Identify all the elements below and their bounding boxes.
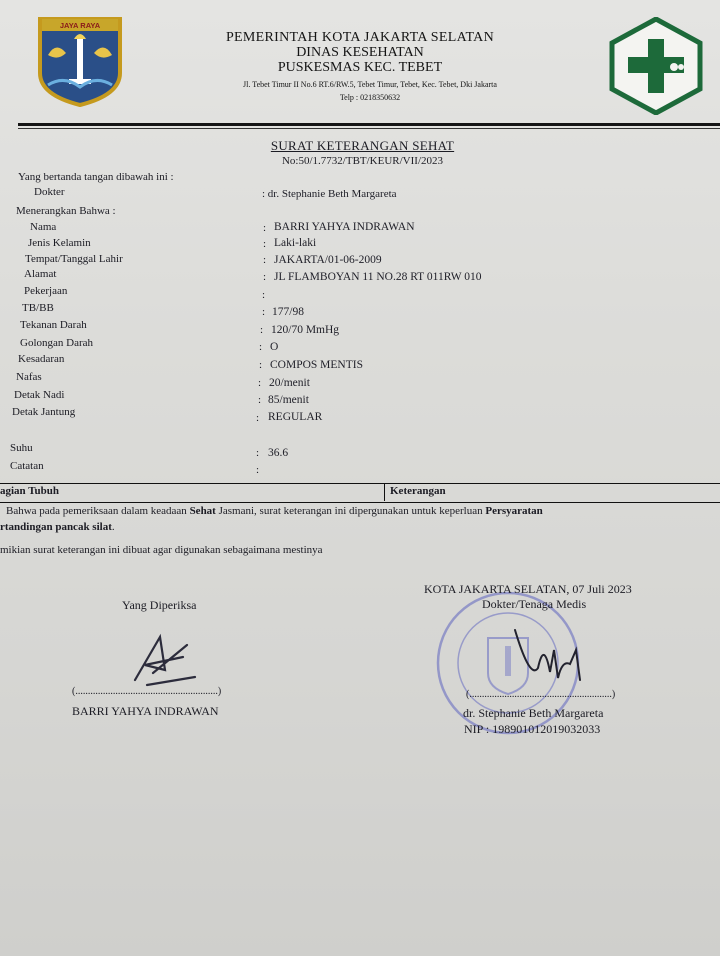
field-label-tekanan-darah: Tekanan Darah <box>20 319 87 331</box>
place-date: KOTA JAKARTA SELATAN, 07 Juli 2023 <box>424 582 632 596</box>
field-value-nafas: 20/menit <box>269 377 310 389</box>
table-col-keterangan-cell <box>384 483 720 501</box>
field-value-nama: BARRI YAHYA INDRAWAN <box>274 221 415 233</box>
body-parts-table-header <box>0 483 720 503</box>
field-colon: : <box>258 394 262 406</box>
field-colon: : <box>263 254 267 266</box>
document-title: SURAT KETERANGAN SEHAT <box>270 138 455 153</box>
emblem-text: JAYA RAYA <box>59 21 101 30</box>
field-value-suhu: 36.6 <box>268 447 289 459</box>
field-label-suhu: Suhu <box>10 442 33 454</box>
field-colon: : <box>262 306 266 318</box>
field-colon: : <box>260 324 264 336</box>
field-value-detak-nadi: 85/menit <box>268 394 309 406</box>
field-label-detak-jantung: Detak Jantung <box>12 406 76 418</box>
medic-title: Dokter/Tenaga Medis <box>482 597 587 611</box>
field-value-ttl: JAKARTA/01-06-2009 <box>274 254 382 266</box>
statement-text-a: Bahwa pada pemeriksaan dalam keadaan <box>6 505 190 517</box>
document-number: No:50/1.7732/TBT/KEUR/VII/2023 <box>281 155 444 167</box>
field-label-pekerjaan: Pekerjaan <box>24 285 68 297</box>
patient-signature <box>125 625 205 695</box>
field-label-nafas: Nafas <box>16 371 42 383</box>
statement-line-2 <box>0 521 115 533</box>
field-value-kesadaran: COMPOS MENTIS <box>270 359 363 371</box>
field-label-alamat: Alamat <box>24 268 57 280</box>
puskesmas-logo <box>608 17 704 115</box>
table-col-bagian-tubuh: agian Tubuh <box>0 485 60 497</box>
field-label-kesadaran: Kesadaran <box>18 353 65 365</box>
header-line-3: PUSKESMAS KEC. TEBET <box>277 60 443 75</box>
doctor-name: dr. Stephanie Beth Margareta <box>463 706 604 720</box>
field-colon: : <box>256 447 260 459</box>
statement-bold-sehat: Sehat <box>189 505 216 517</box>
field-value-alamat: JL FLAMBOYAN 11 NO.28 RT 011RW 010 <box>274 271 482 283</box>
field-colon: : <box>259 341 263 353</box>
field-value-jenis-kelamin: Laki-laki <box>274 237 317 249</box>
field-label-detak-nadi: Detak Nadi <box>14 389 65 401</box>
doctor-signature <box>510 620 590 690</box>
header-rule-thin <box>18 128 720 129</box>
patient-name: BARRI YAHYA INDRAWAN <box>72 704 219 718</box>
jakarta-emblem-logo <box>36 15 124 108</box>
field-label-golongan-darah: Golongan Darah <box>20 337 94 349</box>
header-rule <box>18 123 720 126</box>
doctor-nip: NIP : 198901012019032033 <box>464 722 601 736</box>
statement-line-3: mikian surat keterangan ini dibuat agar digunakan sebagaimana mestinya <box>0 544 323 556</box>
explains-text: Menerangkan Bahwa : <box>16 205 116 217</box>
statement-bold-persyaratan: Persyaratan <box>485 505 543 517</box>
header-address: Jl. Tebet Timur II No.6 RT.6/RW.5, Tebet Timur, Tebet, Kec. Tebet, Dki Jakarta <box>243 80 497 89</box>
intro-text: Yang bertanda tangan dibawah ini : <box>18 171 174 183</box>
table-col-keterangan: Keterangan <box>390 485 446 497</box>
field-colon: : <box>263 238 267 250</box>
field-colon: : <box>263 271 267 283</box>
doctor-label: Dokter <box>34 186 65 198</box>
examined-title: Yang Diperiksa <box>122 598 197 612</box>
field-value-tbbb: 177/98 <box>272 306 304 318</box>
field-colon: : <box>262 289 266 301</box>
header-line-1: PEMERINTAH KOTA JAKARTA SELATAN <box>225 30 495 45</box>
header-phone: Telp : 0218350632 <box>339 93 401 102</box>
field-label-catatan: Catatan <box>10 460 44 472</box>
statement-line-1 <box>6 505 543 517</box>
header-line-2: DINAS KESEHATAN <box>296 45 424 60</box>
field-colon: : <box>263 222 267 234</box>
statement-period: . <box>111 521 115 533</box>
field-value-golongan-darah: O <box>270 341 279 353</box>
field-label-jenis-kelamin: Jenis Kelamin <box>28 237 91 249</box>
field-value-detak-jantung: REGULAR <box>268 411 323 423</box>
left-signature-dots: (.........................................................) <box>72 686 222 697</box>
doctor-value: : dr. Stephanie Beth Margareta <box>262 188 397 200</box>
field-colon: : <box>256 464 260 476</box>
field-colon: : <box>259 359 263 371</box>
statement-bold-pertandingan: rtandingan pancak silat <box>0 521 112 533</box>
field-colon: : <box>256 412 260 424</box>
field-label-tbbb: TB/BB <box>22 302 54 314</box>
right-signature-dots: (.........................................................) <box>466 689 616 700</box>
field-colon: : <box>258 377 262 389</box>
statement-text-c: Jasmani, surat keterangan ini dipergunakan untuk keperluan <box>215 505 486 517</box>
field-label-nama: Nama <box>30 221 57 233</box>
field-value-tekanan-darah: 120/70 MmHg <box>271 324 340 336</box>
field-label-ttl: Tempat/Tanggal Lahir <box>25 253 123 265</box>
